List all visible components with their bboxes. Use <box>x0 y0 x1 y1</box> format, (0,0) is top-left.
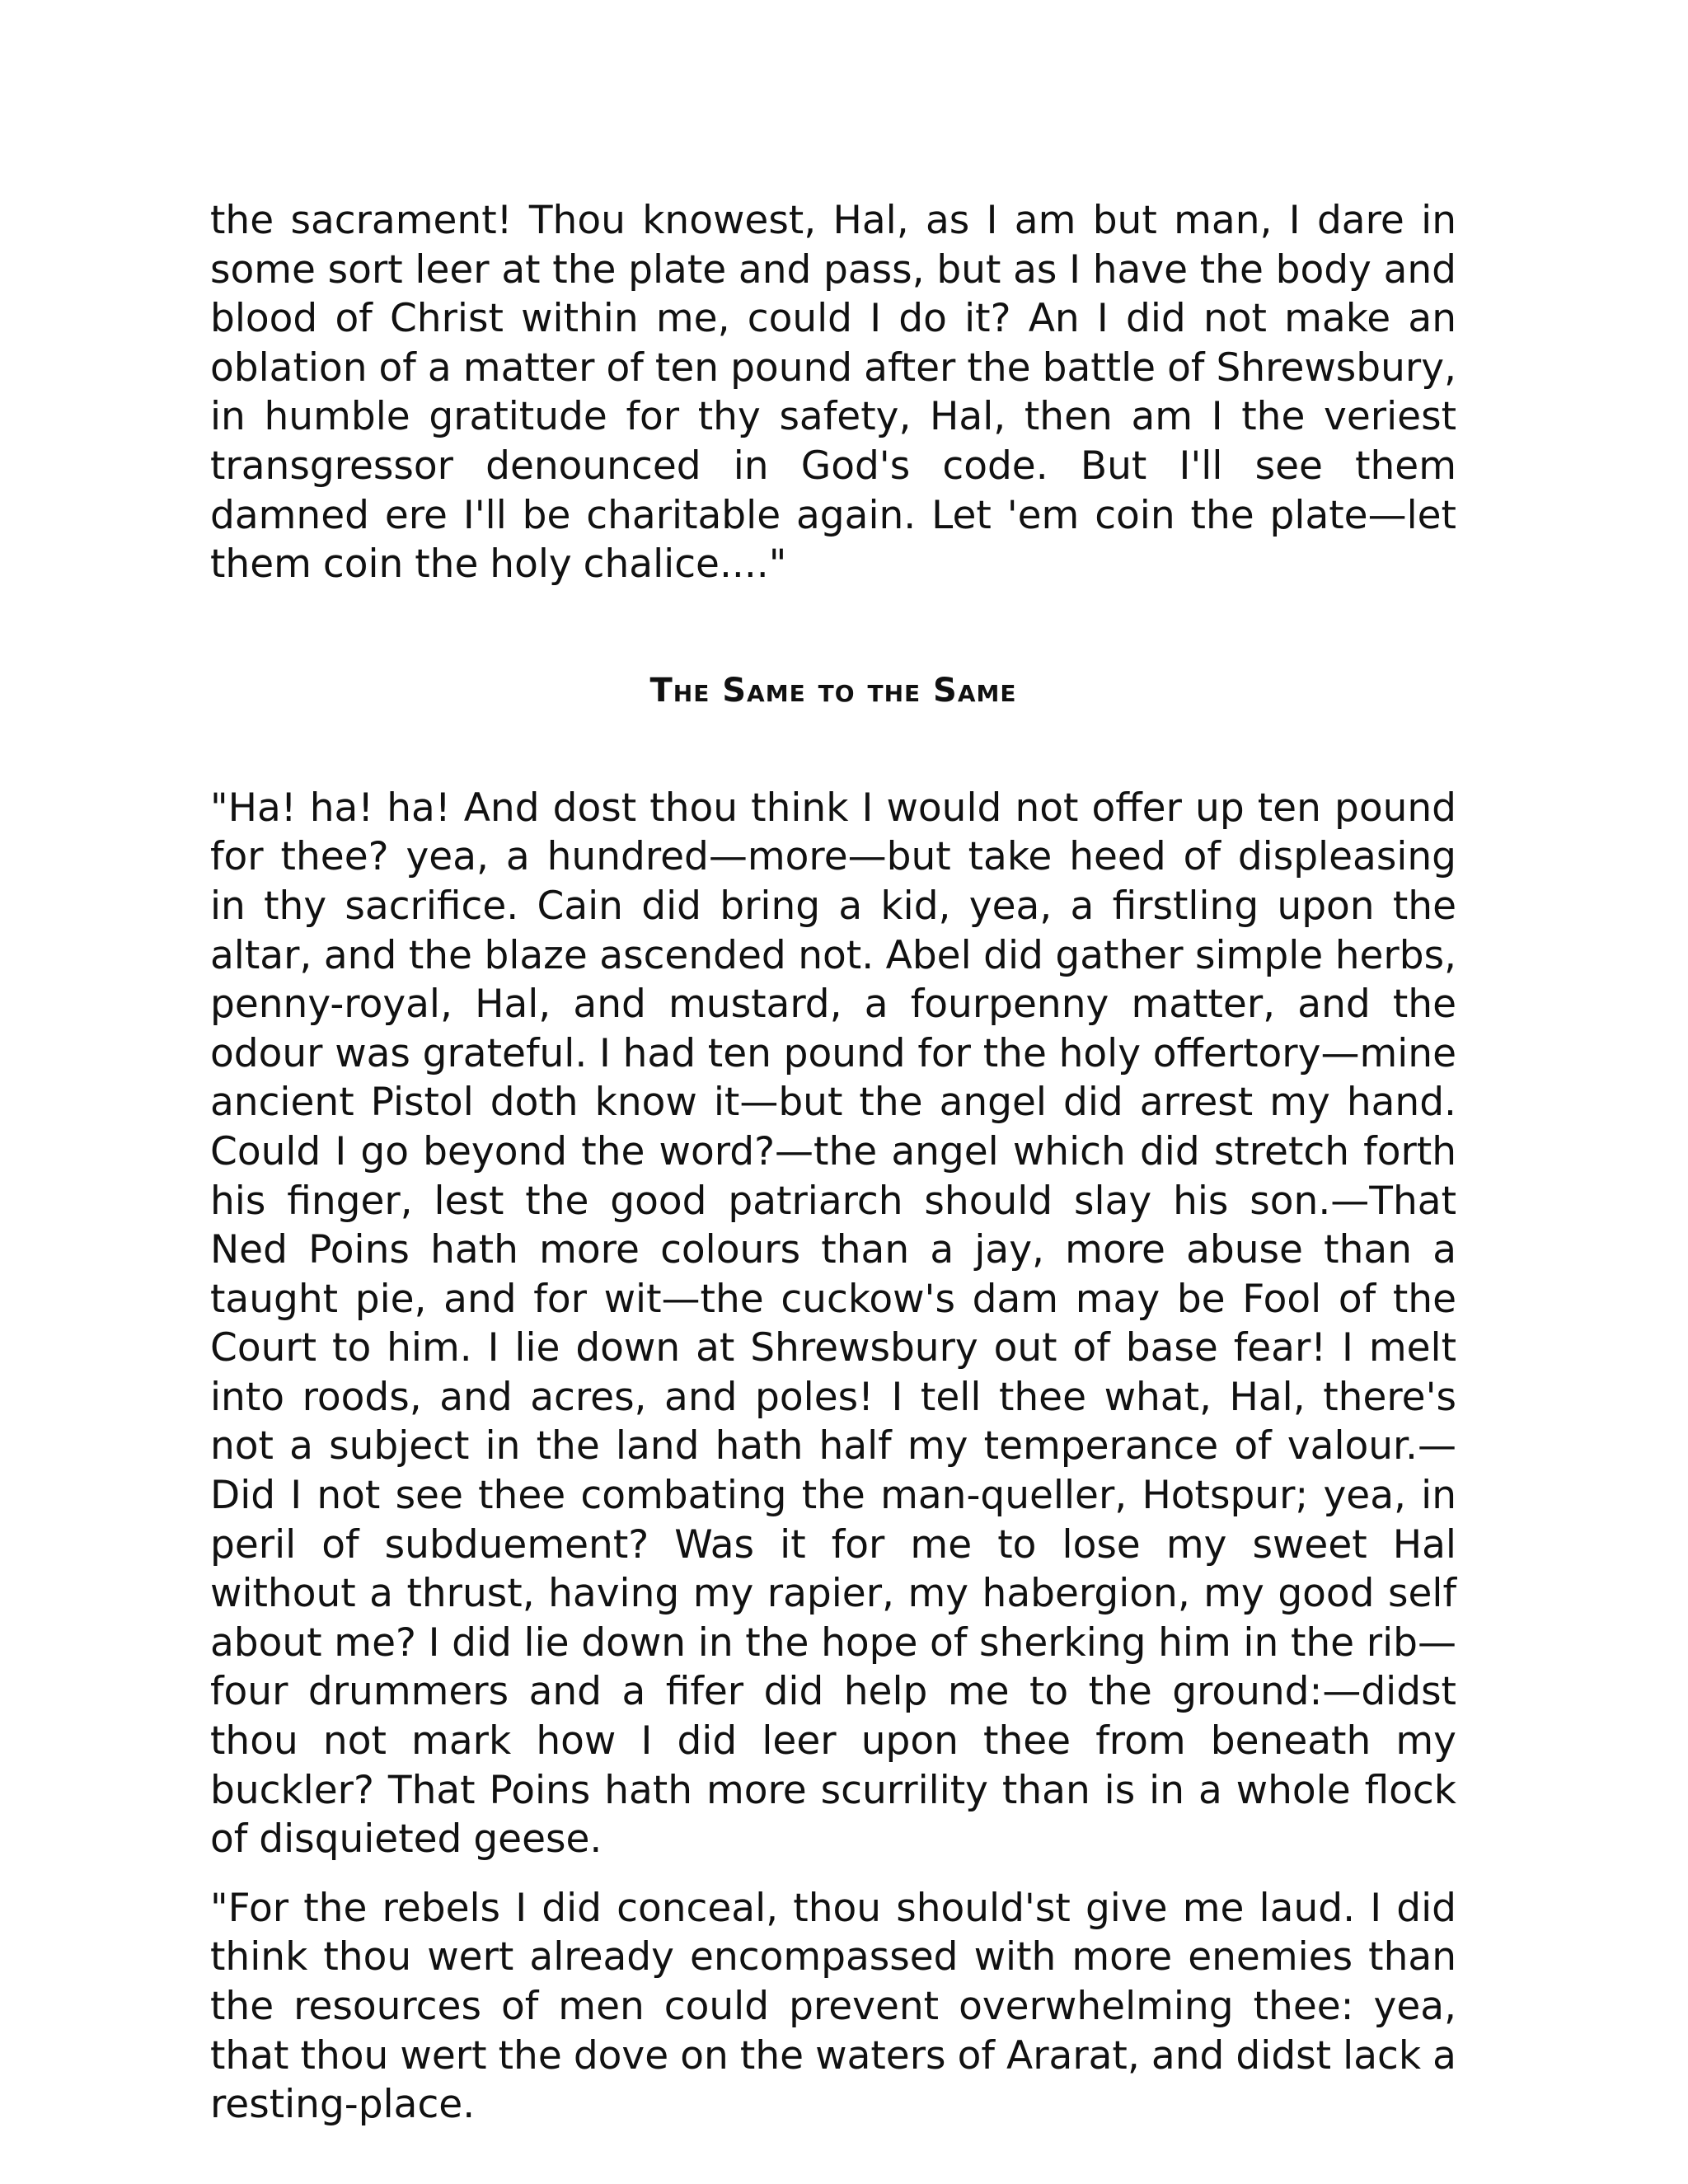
paragraph-ha-ha-ha: "Ha! ha! ha! And dost thou think I would not offer up ten pound for thee? yea, a hundred—more—but take heed of displeasing in thy sacrifice. Cain did bring a kid, yea, a firstling upon the altar, and the blaze ascended not. Abel did gather simple herbs, penny-royal, Hal, and mustard, a fourpenny matter, and the odour was grateful. I had ten pound for the holy offertory—mine ancient Pistol doth know it—but the angel did arrest my hand. Could I go beyond the word?—the angel which did stretch forth his finger, lest the good patriarch should slay his son.—That Ned Poins hath more colours than a jay, more abuse than a taught pie, and for wit—the cuckow's dam may be Fool of the Court to him. I lie down at Shrewsbury out of base fear! I melt into roods, and acres, and poles! I tell thee what, Hal, there's not a subject in the land hath half my temperance of valour.—Did I not see thee combating the man-queller, Hotspur; yea, in peril of subduement? Was it for me to lose my sweet Hal without a thrust, having my rapier, my habergion, my good self about me? I did lie down in the hope of sherking him in the rib—four drummers and a fifer did help me to the ground:—didst thou not mark how I did leer upon thee from beneath my buckler? That Poins hath more scurrility than is in a whole flock of disquieted geese. <box>210 785 1456 1863</box>
document-page <box>210 196 1456 2130</box>
paragraph-continuation: the sacrament! Thou knowest, Hal, as I am but man, I dare in some sort leer at the plate and pass, but as I have the body and blood of Christ within me, could I do it? An I did not make an oblation of a matter of ten pound after the battle of Shrewsbury, in humble gratitude for thy safety, Hal, then am I the veriest transgressor denounced in God's code. But I'll see them damned ere I'll be charitable again. Let 'em coin the plate—let them coin the holy chalice...." <box>210 198 1456 588</box>
section-heading: The Same to the Same <box>649 671 1017 710</box>
paragraph-for-the-rebels: "For the rebels I did conceal, thou should'st give me laud. I did think thou wert already encompassed with more enemies than the resources of men could prevent overwhelming thee: yea, that thou wert the dove on the waters of Ararat, and didst lack a resting-place. <box>210 1885 1456 2128</box>
